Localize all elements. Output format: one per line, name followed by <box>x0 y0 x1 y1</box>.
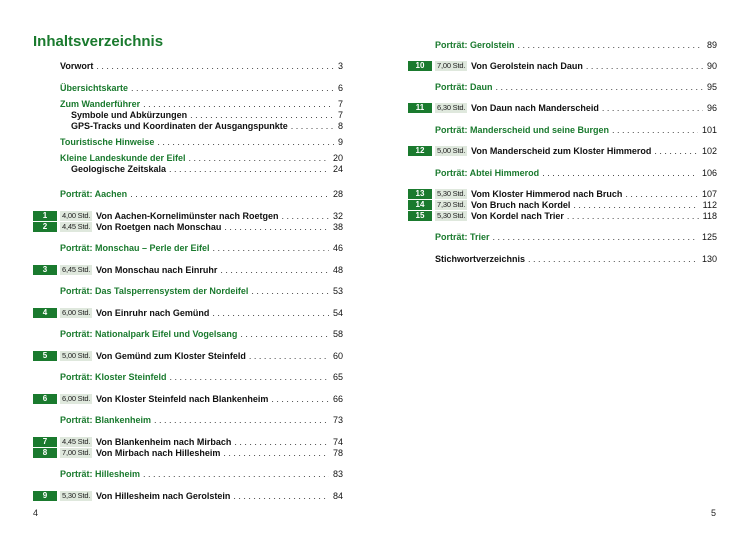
toc-entry-label: Von Kloster Steinfeld nach Blankenheim <box>96 394 269 404</box>
toc-entry-label: Porträt: Daun <box>435 82 493 92</box>
toc-page-number: 38 <box>332 222 343 232</box>
toc-entry-label: Von Manderscheid zum Kloster Himmerod <box>471 146 652 156</box>
toc-page-number: 6 <box>337 83 343 93</box>
tour-number-badge: 3 <box>33 265 57 275</box>
toc-entry[interactable] <box>60 242 343 254</box>
dot-leader <box>518 39 703 51</box>
tour-number-badge: 13 <box>408 189 432 199</box>
toc-page-number: 125 <box>701 232 717 242</box>
toc-entry[interactable] <box>60 328 343 340</box>
toc-page-number: 48 <box>332 265 343 275</box>
dot-leader <box>240 328 329 340</box>
tour-number-badge: 2 <box>33 222 57 232</box>
toc-entry-label: Von Bruch nach Kordel <box>471 200 571 210</box>
dot-leader <box>612 124 698 136</box>
toc-entry-label: Touristische Hinweise <box>60 137 155 147</box>
toc-tour-entry[interactable] <box>408 145 717 157</box>
toc-page-number: 7 <box>337 110 343 120</box>
toc-entry[interactable] <box>435 167 717 179</box>
toc-entry[interactable] <box>435 253 717 265</box>
toc-tour-entry[interactable] <box>408 102 717 114</box>
tour-number-badge: 1 <box>33 211 57 221</box>
toc-page-number: 89 <box>706 40 717 50</box>
dot-leader <box>528 253 698 265</box>
toc-entry-label: Porträt: Monschau – Perle der Eifel <box>60 243 210 253</box>
toc-entry-label: Vom Kloster Himmerod nach Bruch <box>471 189 623 199</box>
toc-entry-label: Porträt: Trier <box>435 232 490 242</box>
tour-number-badge: 5 <box>33 351 57 361</box>
dot-leader <box>223 447 329 459</box>
toc-page-number: 73 <box>332 415 343 425</box>
toc-page-number: 8 <box>337 121 343 131</box>
tour-duration: 6,00 Std. <box>62 394 91 403</box>
tour-duration: 5,00 Std. <box>437 146 466 155</box>
dot-leader <box>493 231 698 243</box>
tour-duration: 4,45 Std. <box>62 222 91 231</box>
toc-page-number: 3 <box>337 61 343 71</box>
toc-tour-entry[interactable] <box>33 447 343 459</box>
dot-leader <box>154 414 329 426</box>
toc-entry[interactable] <box>60 188 343 200</box>
toc-page-number: 9 <box>337 137 343 147</box>
toc-entry-label: Von Blankenheim nach Mirbach <box>96 437 232 447</box>
tour-number-badge: 14 <box>408 200 432 210</box>
toc-page-number: 60 <box>332 351 343 361</box>
dot-leader <box>96 60 334 72</box>
toc-entry-label: Porträt: Blankenheim <box>60 415 152 425</box>
toc-page-number: 84 <box>332 491 343 501</box>
toc-page-number: 53 <box>332 286 343 296</box>
tour-duration: 5,30 Std. <box>437 211 466 220</box>
dot-leader <box>271 393 329 405</box>
toc-entry-label: Von Monschau nach Einruhr <box>96 265 218 275</box>
toc-tour-entry[interactable] <box>33 264 343 276</box>
tour-duration: 6,45 Std. <box>62 265 91 274</box>
toc-entry-label: Übersichtskarte <box>60 83 129 93</box>
toc-page-number: 20 <box>332 153 343 163</box>
page-title: Inhaltsverzeichnis <box>33 33 164 50</box>
dot-leader <box>291 120 334 132</box>
toc-tour-entry[interactable] <box>33 221 343 233</box>
tour-duration: 5,30 Std. <box>62 491 91 500</box>
tour-duration: 6,00 Std. <box>62 308 91 317</box>
tour-number-badge: 11 <box>408 103 432 113</box>
tour-duration: 5,00 Std. <box>62 351 91 360</box>
tour-number-badge: 10 <box>408 61 432 71</box>
dot-leader <box>602 102 703 114</box>
toc-entry[interactable] <box>60 82 343 94</box>
dot-leader <box>567 210 699 222</box>
toc-page-number: 112 <box>702 200 717 210</box>
toc-page-number: 78 <box>332 448 343 458</box>
toc-entry-label: Porträt: Kloster Steinfeld <box>60 372 167 382</box>
toc-entry-label: Vorwort <box>60 61 94 71</box>
dot-leader <box>251 285 329 297</box>
tour-number-badge: 7 <box>33 437 57 447</box>
toc-entry[interactable] <box>435 81 717 93</box>
toc-entry-label: Porträt: Manderscheid und seine Burgen <box>435 125 610 135</box>
toc-entry-label: Von Hillesheim nach Gerolstein <box>96 491 231 501</box>
toc-entry-label: Von Gemünd zum Kloster Steinfeld <box>96 351 246 361</box>
toc-entry[interactable] <box>60 468 343 480</box>
toc-page-number: 118 <box>702 211 717 221</box>
toc-entry-label: Von Einruhr nach Gemünd <box>96 308 210 318</box>
dot-leader <box>654 145 698 157</box>
dot-leader <box>542 167 698 179</box>
toc-entry[interactable] <box>435 231 717 243</box>
toc-page-number: 96 <box>706 103 717 113</box>
toc-page-number: 24 <box>332 164 343 174</box>
toc-entry[interactable] <box>435 124 717 136</box>
toc-tour-entry[interactable] <box>33 307 343 319</box>
tour-number-badge: 8 <box>33 448 57 458</box>
page-number-right: 5 <box>711 508 717 518</box>
dot-leader <box>143 468 329 480</box>
toc-page-number: 46 <box>332 243 343 253</box>
tour-number-badge: 6 <box>33 394 57 404</box>
toc-entry-label: Porträt: Aachen <box>60 189 128 199</box>
toc-entry-label: Porträt: Nationalpark Eifel und Vogelsang <box>60 329 238 339</box>
tour-duration: 4,00 Std. <box>62 211 91 220</box>
tour-duration: 4,45 Std. <box>62 437 91 446</box>
dot-leader <box>586 60 703 72</box>
toc-entry-label: Von Kordel nach Trier <box>471 211 564 221</box>
toc-tour-entry[interactable] <box>408 60 717 72</box>
tour-number-badge: 15 <box>408 211 432 221</box>
toc-entry-label: Stichwortverzeichnis <box>435 254 526 264</box>
toc-page-number: 95 <box>706 82 717 92</box>
toc-entry-label: Geologische Zeitskala <box>71 164 167 174</box>
tour-number-badge: 4 <box>33 308 57 318</box>
toc-page-number: 74 <box>332 437 343 447</box>
toc-entry[interactable] <box>60 285 343 297</box>
dot-leader <box>170 371 329 383</box>
toc-entry-label: Zum Wanderführer <box>60 99 141 109</box>
dot-leader <box>131 82 334 94</box>
toc-page-number: 130 <box>701 254 717 264</box>
toc-entry-label: Von Roetgen nach Monschau <box>96 222 222 232</box>
toc-page-number: 83 <box>332 469 343 479</box>
dot-leader <box>249 350 329 362</box>
toc-tour-entry[interactable] <box>408 210 717 222</box>
tour-duration: 7,00 Std. <box>437 61 466 70</box>
dot-leader <box>169 163 329 175</box>
toc-page-number: 106 <box>701 168 717 178</box>
toc-page-number: 66 <box>332 394 343 404</box>
toc-entry-label: Porträt: Gerolstein <box>435 40 515 50</box>
toc-entry-label: Porträt: Abtei Himmerod <box>435 168 540 178</box>
dot-leader <box>496 81 703 93</box>
toc-entry-label: Kleine Landeskunde der Eifel <box>60 153 186 163</box>
toc-page-number: 54 <box>332 308 343 318</box>
tour-duration: 6,30 Std. <box>437 103 466 112</box>
toc-entry[interactable] <box>435 39 717 51</box>
dot-leader <box>212 307 329 319</box>
toc-page-number: 32 <box>332 211 343 221</box>
tour-duration: 7,30 Std. <box>437 200 466 209</box>
toc-entry[interactable] <box>60 136 343 148</box>
toc-entry-label: Porträt: Hillesheim <box>60 469 141 479</box>
tour-number-badge: 12 <box>408 146 432 156</box>
toc-page-number: 107 <box>701 189 717 199</box>
toc-tour-entry[interactable] <box>33 490 343 502</box>
toc-tour-entry[interactable] <box>33 393 343 405</box>
toc-page-number: 65 <box>332 372 343 382</box>
toc-entry-label: Von Aachen-Kornelimünster nach Roetgen <box>96 211 279 221</box>
dot-leader <box>220 264 329 276</box>
toc-entry[interactable] <box>60 414 343 426</box>
toc-entry-label: GPS-Tracks und Koordinaten der Ausgangspunkte <box>71 121 288 131</box>
dot-leader <box>224 221 329 233</box>
dot-leader <box>213 242 329 254</box>
toc-entry-label: Von Gerolstein nach Daun <box>471 61 583 71</box>
toc-page-number: 90 <box>706 61 717 71</box>
tour-duration: 7,00 Std. <box>62 448 91 457</box>
tour-number-badge: 9 <box>33 491 57 501</box>
toc-entry-label: Symbole und Abkürzungen <box>71 110 188 120</box>
toc-entry[interactable] <box>60 371 343 383</box>
dot-leader <box>157 136 334 148</box>
toc-tour-entry[interactable] <box>33 350 343 362</box>
toc-entry[interactable] <box>71 163 343 175</box>
dot-leader <box>130 188 329 200</box>
toc-entry-label: Porträt: Das Talsperrensystem der Nordeifel <box>60 286 249 296</box>
toc-entry-label: Von Mirbach nach Hillesheim <box>96 448 221 458</box>
dot-leader <box>233 490 329 502</box>
toc-entry[interactable] <box>71 120 343 132</box>
tour-duration: 5,30 Std. <box>437 189 466 198</box>
toc-page-number: 102 <box>701 146 717 156</box>
toc-page-number: 7 <box>337 99 343 109</box>
toc-entry[interactable] <box>60 60 343 72</box>
page-number-left: 4 <box>33 508 39 518</box>
toc-page-number: 58 <box>332 329 343 339</box>
toc-page-number: 101 <box>701 125 717 135</box>
toc-page-number: 28 <box>332 189 343 199</box>
toc-entry-label: Von Daun nach Manderscheid <box>471 103 599 113</box>
